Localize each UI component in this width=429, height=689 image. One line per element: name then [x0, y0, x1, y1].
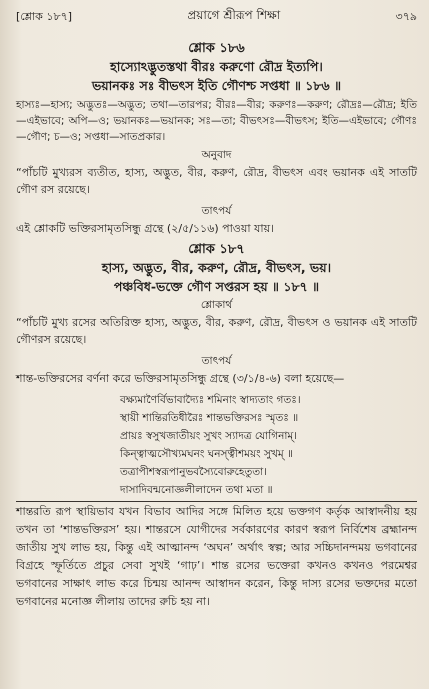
translation-187: “পাঁচটি মুখ্য রসের অতিরিক্ত হাস্য, অদ্ভুত, বীর, করুণ, রৌদ্র, বীভৎস ও ভয়ানক এই সাতটি গৌণরস রয়েছে।	[16, 316, 417, 346]
purport-186: এই শ্লোকটি ভক্তিরসামৃতসিন্ধু গ্রন্থে (২/৫/১১৬) পাওয়া যায়।	[16, 222, 274, 235]
purport-heading-186: তাৎপর্য	[201, 205, 232, 217]
verse-187-block	[16, 241, 417, 296]
verse-187-number: শ্লোক ১৮৭	[188, 242, 245, 257]
meaning-heading: শ্লোকার্থ	[200, 299, 233, 311]
verse-186-number: শ্লোক ১৮৬	[188, 41, 245, 56]
verse-186-line-2: ভয়ানকঃ সঃ বীভৎস ইতি গৌণশ্চ সপ্তধা ॥ ১৮৬ ॥	[91, 78, 342, 93]
quote-line: স্থায়ী শান্তিরতিধীরৈঃ শান্তভক্তিরসঃ স্মৃতঃ ॥	[120, 412, 299, 424]
verse-186-block	[16, 40, 417, 95]
header-verse-ref: [শ্লোক ১৮৭]	[16, 9, 73, 23]
verse-187-line-1: হাস্য, অদ্ভুত, বীর, করুণ, রৌদ্র, বীভৎস, ভয়।	[101, 260, 332, 275]
running-header	[16, 8, 417, 26]
quote-line: তত্রাপীশস্বরূপানুভবস্যৈবোরুহেতুতা।	[120, 466, 267, 478]
translation-186: “পাঁচটি মুখ্যরস ব্যতীত, হাস্য, অদ্ভুত, বীর, করুণ, রৌদ্র, বীভৎস এবং ভয়ানক এই সাতটি গৌণ রস রয়েছে।	[16, 166, 417, 196]
header-chapter-title: প্রয়াগে শ্রীরূপ শিক্ষা	[187, 8, 281, 22]
verse-187-line-2: পঞ্চবিধ-ভক্তে গৌণ সপ্তরস হয় ॥ ১৮৭ ॥	[113, 279, 320, 294]
purport-heading-187: তাৎপর্য	[201, 355, 232, 367]
quote-line: কিন্ত্বাত্মসৌখ্যমঘনং ঘনস্ত্বীশময়ং সুখম্ ॥	[120, 448, 293, 460]
quote-line: প্রায়ঃ স্বসুখজাতীয়ং সুখং স্যাদত্র যোগিনাম্।	[120, 430, 298, 442]
section-divider	[16, 501, 417, 502]
page-number: ৩৭৯	[395, 9, 417, 23]
verse-186-line-1: হাস্যোঽদ্ভুতস্তথা বীরঃ করুণো রৌদ্র ইত্যপি।	[110, 59, 323, 74]
quote-line: বক্ষ্যমাণৈর্বিভাবাদ্যৈঃ শমিনাং স্বাদ্যতাং গতঃ।	[120, 394, 301, 406]
translation-heading: অনুবাদ	[201, 149, 232, 161]
purport-187-explanation: শান্তরতি রূপ স্থায়িভাব যখন বিভাব আদির সঙ্গে মিলিত হয়ে ভক্তগণ কর্তৃক আস্বাদনীয় হয় তখন তা ‘শান্তভক্তিরস’ হয়। শান্তরসে যোগীদের সর্বকারণের কারণ স্বরূপ নির্বিশেষ ব্রহ্মানন্দ জাতীয় সুখ লাভ হয়, কিন্তু এই আত্মানন্দ ‘অঘন’ অর্থাৎ স্বল্প; আর সচ্চিদানন্দময় ভগবানের বিগ্রহে স্ফূর্তিতে প্রচুর সেবা সুখই ‘গাঢ়’। শান্ত রসের ভক্তেরা কখনও কখনও পরমেশ্বর ভগবানের সাক্ষাৎ লাভ করে চিন্ময় আনন্দ আস্বাদন করেন, কিন্তু দাস্য রসের ভক্তদের মতো ভগবানের মনোজ্ঞ লীলায় তাদের রুচি হয় না।	[16, 505, 417, 608]
synonyms-186: হাস্যঃ—হাস্য; অদ্ভুতঃ—অদ্ভুত; তথা—তারপর; বীরঃ—বীর; করুণঃ—করুণ; রৌদ্রঃ—রৌদ্র; ইতি—এইভাবে; অপি—ও; ভয়ানকঃ—ভয়ানক; সঃ—তা; বীভৎসঃ—বীভৎস; ইতি—এইভাবে; গৌণঃ—গৌণ; চ—ও; সপ্তধা—সাতপ্রকার।	[16, 99, 417, 143]
sanskrit-quote	[16, 391, 417, 499]
purport-187-intro: শান্ত-ভক্তিরসের বর্ণনা করে ভক্তিরসামৃতসিন্ধু গ্রন্থে (৩/১/৪-৬) বলা হয়েছে—	[16, 372, 345, 385]
quote-line: দাসাদিবন্মনোজ্ঞলীলাদেন তথা মতা ॥	[120, 484, 273, 496]
